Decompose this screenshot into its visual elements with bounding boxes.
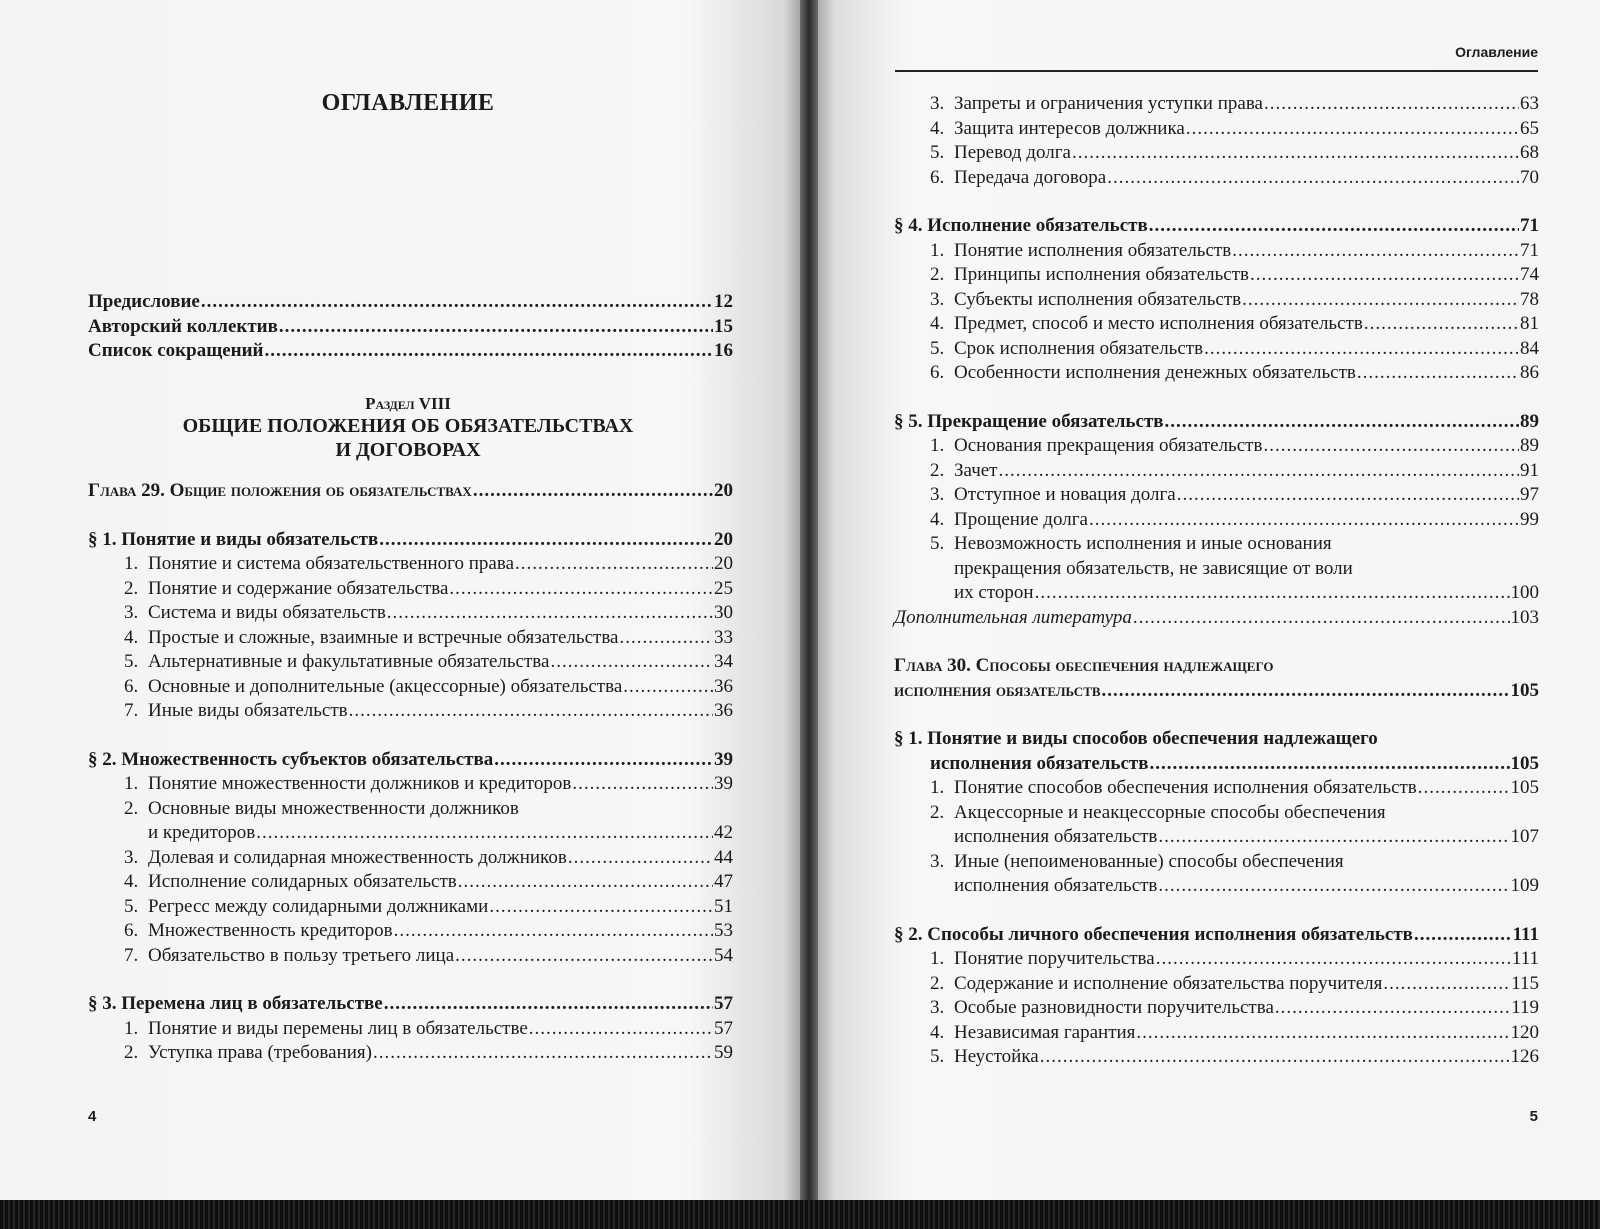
toc-item[interactable]: 2. Содержание и исполнение обязательства поручителя ..... 115 <box>894 972 1539 997</box>
chapter-heading[interactable]: Глава 30. Способы обеспечения надлежащего исполнения обязательств ..... 105 <box>894 654 1539 703</box>
toc-item[interactable]: 4. Исполнение солидарных обязательств ..... 47 <box>88 870 733 895</box>
toc-item[interactable]: 1. Основания прекращения обязательств ..... 89 <box>894 434 1539 459</box>
paragraph-heading[interactable]: § 1. Понятие и виды обязательств ..... 20 <box>88 528 733 553</box>
paragraph-heading[interactable]: § 4. Исполнение обязательств ..... 71 <box>894 214 1539 239</box>
toc-item[interactable]: 1. Понятие исполнения обязательств ..... 71 <box>894 239 1539 264</box>
toc-item[interactable]: 7. Иные виды обязательств ..... 36 <box>88 699 733 724</box>
toc-item[interactable]: 3. Система и виды обязательств ..... 30 <box>88 601 733 626</box>
toc-entry[interactable]: Авторский коллектив ..... 15 <box>88 315 733 340</box>
toc-entry[interactable]: Список сокращений ..... 16 <box>88 339 733 364</box>
left-page <box>0 0 808 1200</box>
toc-item[interactable]: 7. Обязательство в пользу третьего лица ..... 54 <box>88 944 733 969</box>
toc-item[interactable]: 1. Понятие поручительства ..... 111 <box>894 947 1539 972</box>
section-title-line2: И ДОГОВОРАХ <box>335 439 481 461</box>
toc-item[interactable]: 1. Понятие множественности должников и кредиторов ..... 39 <box>88 772 733 797</box>
right-page-contents <box>894 92 1539 1070</box>
paragraph-heading[interactable]: § 1. Понятие и виды способов обеспечения надлежащего исполнения обязательств ..... 105 <box>894 727 1539 776</box>
running-head: Оглавление <box>1455 44 1538 60</box>
toc-item[interactable]: 1. Понятие и система обязательственного права ..... 20 <box>88 552 733 577</box>
section-heading <box>88 394 728 462</box>
toc-item[interactable]: 4. Предмет, способ и место исполнения обязательств ..... 81 <box>894 312 1539 337</box>
toc-item[interactable]: 6. Множественность кредиторов ..... 53 <box>88 919 733 944</box>
toc-item[interactable]: 2. Основные виды множественности должников и кредиторов ..... 42 <box>88 797 733 846</box>
toc-item[interactable]: 2. Принципы исполнения обязательств ..... 74 <box>894 263 1539 288</box>
toc-item[interactable]: 3. Особые разновидности поручительства ..... 119 <box>894 996 1539 1021</box>
toc-item[interactable]: 5. Срок исполнения обязательств ..... 84 <box>894 337 1539 362</box>
toc-item[interactable]: 6. Основные и дополнительные (акцессорные) обязательства ..... 36 <box>88 675 733 700</box>
toc-item[interactable]: 4. Защита интересов должника ..... 65 <box>894 117 1539 142</box>
toc-item[interactable]: 1. Понятие и виды перемены лиц в обязательстве ..... 57 <box>88 1017 733 1042</box>
page-number-left: 4 <box>88 1108 97 1125</box>
paragraph-heading[interactable]: § 2. Способы личного обеспечения исполнения обязательств ..... 111 <box>894 923 1539 948</box>
paragraph-heading[interactable]: § 2. Множественность субъектов обязательства ..... 39 <box>88 748 733 773</box>
toc-item[interactable]: 3. Отступное и новация долга ..... 97 <box>894 483 1539 508</box>
toc-item[interactable]: 5. Регресс между солидарными должниками ..... 51 <box>88 895 733 920</box>
toc-entry[interactable]: Предисловие ..... 12 <box>88 290 733 315</box>
toc-item[interactable]: 3. Субъекты исполнения обязательств ..... 78 <box>894 288 1539 313</box>
toc-item[interactable]: 5. Неустойка ..... 126 <box>894 1045 1539 1070</box>
toc-item[interactable]: 6. Особенности исполнения денежных обязательств ..... 86 <box>894 361 1539 386</box>
toc-item[interactable]: 4. Независимая гарантия ..... 120 <box>894 1021 1539 1046</box>
section-label: Раздел VIII <box>365 394 451 413</box>
paragraph-heading[interactable]: § 5. Прекращение обязательств ..... 89 <box>894 410 1539 435</box>
toc-item[interactable]: 2. Понятие и содержание обязательства ..... 25 <box>88 577 733 602</box>
scan-bottom-edge <box>0 1200 1600 1229</box>
toc-item[interactable]: 5. Альтернативные и факультативные обязательства ..... 34 <box>88 650 733 675</box>
chapter-29-contents <box>88 479 733 1066</box>
toc-item[interactable]: 2. Акцессорные и неакцессорные способы обеспечения исполнения обязательств ..... 107 <box>894 801 1539 850</box>
chapter-heading[interactable]: Глава 29. Общие положения об обязательствах ..... 20 <box>88 479 733 504</box>
toc-item[interactable]: 1. Понятие способов обеспечения исполнения обязательств ..... 105 <box>894 776 1539 801</box>
toc-item[interactable]: 5. Невозможность исполнения и иные основания прекращения обязательств, не зависящие от воли их сторон ..... 100 <box>894 532 1539 606</box>
header-rule <box>895 70 1538 72</box>
toc-item[interactable]: 3. Долевая и солидарная множественность должников ..... 44 <box>88 846 733 871</box>
toc-item[interactable]: 5. Перевод долга ..... 68 <box>894 141 1539 166</box>
toc-item[interactable]: 6. Передача договора ..... 70 <box>894 166 1539 191</box>
toc-item[interactable]: 3. Запреты и ограничения уступки права ..... 63 <box>894 92 1539 117</box>
paragraph-heading[interactable]: § 3. Перемена лиц в обязательстве ..... 57 <box>88 992 733 1017</box>
toc-item[interactable]: 4. Прощение долга ..... 99 <box>894 508 1539 533</box>
book-gutter <box>800 0 818 1205</box>
toc-item[interactable]: 4. Простые и сложные, взаимные и встречные обязательства ..... 33 <box>88 626 733 651</box>
front-matter-list <box>88 290 733 364</box>
toc-title: ОГЛАВЛЕНИЕ <box>321 90 495 116</box>
toc-item[interactable]: 3. Иные (непоименованные) способы обеспечения исполнения обязательств ..... 109 <box>894 850 1539 899</box>
page-number-right: 5 <box>1529 1108 1538 1125</box>
toc-item[interactable]: 2. Уступка права (требования) ..... 59 <box>88 1041 733 1066</box>
toc-item[interactable]: 2. Зачет ..... 91 <box>894 459 1539 484</box>
section-title-line1: ОБЩИЕ ПОЛОЖЕНИЯ ОБ ОБЯЗАТЕЛЬСТВАХ <box>182 415 634 437</box>
literature-entry[interactable]: Дополнительная литература ..... 103 <box>894 606 1539 631</box>
